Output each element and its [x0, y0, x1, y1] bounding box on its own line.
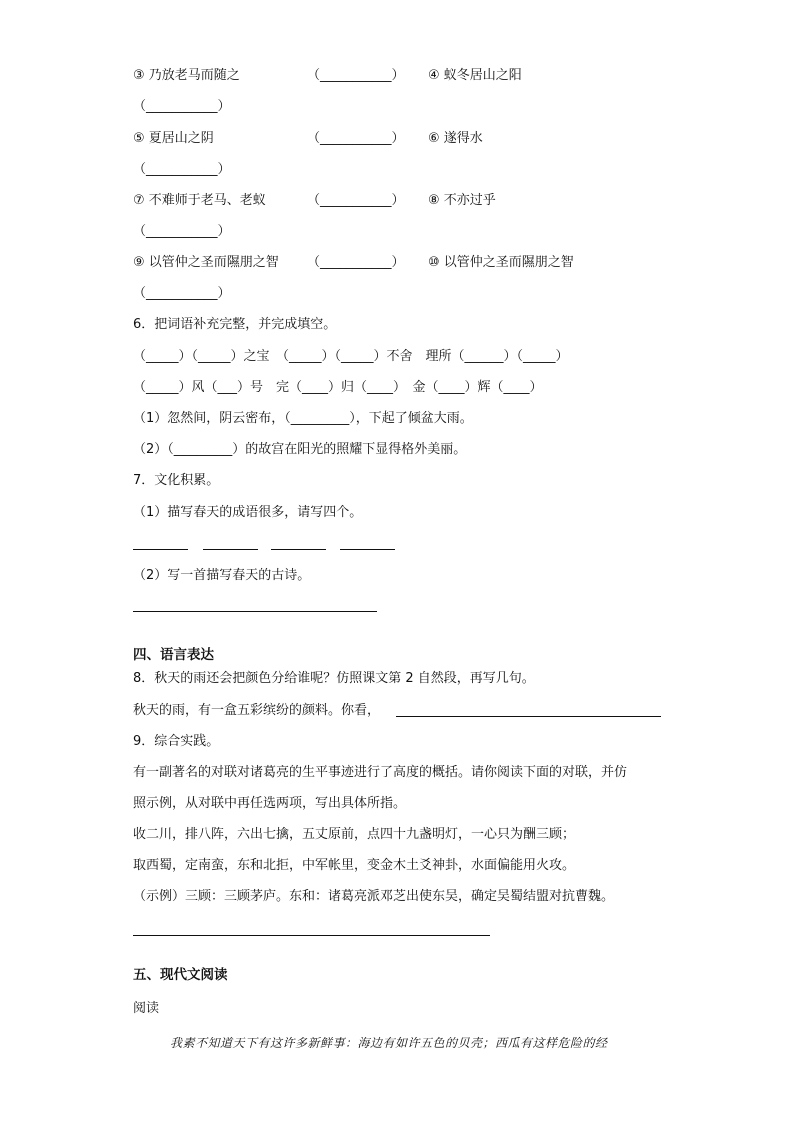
q8-answer-line[interactable] [396, 716, 661, 717]
q9-paragraph-2: 照示例，从对联中再任选两项，写出具体所指。 [133, 796, 407, 811]
q5-blank-4[interactable]: （___________） [133, 99, 231, 114]
q7-title: 7．文化积累。 [133, 473, 220, 488]
idiom-answer-line-2[interactable] [203, 549, 258, 550]
q5-blank-10[interactable]: （___________） [133, 286, 231, 301]
idiom-answer-line-3[interactable] [271, 549, 326, 550]
passage-line: 我素不知道天下有这许多新鲜事：海边有如许五色的贝壳；西瓜有这样危险的经 [170, 1036, 608, 1050]
q8-prompt: 秋天的雨，有一盒五彩缤纷的颜料。你看， [133, 703, 381, 718]
q7-sentence-1: （1）描写春天的成语很多，请写四个。 [133, 505, 363, 520]
q5-blank-7[interactable]: （___________） [307, 193, 405, 208]
read-label: 阅读 [133, 1001, 160, 1016]
q5-blank-3[interactable]: （___________） [307, 68, 405, 83]
q9-example: （示例）三顾：三顾茅庐。东和：诸葛亮派邓芝出使东吴，确定吴蜀结盟对抗曹魏。 [133, 889, 615, 904]
q6-sentence-1[interactable]: （1）忽然间，阴云密布，（_________），下起了倾盆大雨。 [133, 411, 473, 426]
q7-sentence-2: （2）写一首描写春天的古诗。 [133, 568, 311, 583]
idiom-answer-line-4[interactable] [340, 549, 395, 550]
poem-answer-line[interactable] [133, 611, 377, 612]
q6-sentence-2[interactable]: （2）（_________）的故宫在阳光的照耀下显得格外美丽。 [133, 442, 467, 457]
q5-item-8: ⑧ 不亦过乎 [428, 193, 496, 208]
q5-item-4: ④ 蚁冬居山之阳 [428, 68, 522, 83]
q5-blank-5[interactable]: （___________） [307, 131, 405, 146]
q9-title: 9．综合实践。 [133, 734, 220, 749]
q6-row-1[interactable]: （_____）（_____）之宝 （_____）（_____）不舍 理所（______）（_____） [133, 349, 569, 364]
q9-paragraph-1: 有一副著名的对联对诸葛亮的生平事迹进行了高度的概括。请你阅读下面的对联，并仿 [133, 765, 628, 780]
q5-item-7: ⑦ 不难师于老马、老蚁 [133, 193, 266, 208]
q5-item-5: ⑤ 夏居山之阴 [133, 131, 214, 146]
q5-item-3: ③ 乃放老马而随之 [133, 68, 240, 83]
q8-title: 8．秋天的雨还会把颜色分给谁呢？仿照课文第 2 自然段，再写几句。 [133, 671, 535, 686]
section-5-heading: 五、现代文阅读 [133, 967, 228, 983]
q5-item-10: ⑩ 以管仲之圣而隰朋之智 [428, 255, 574, 270]
q9-answer-line[interactable] [133, 935, 490, 936]
q6-title: 6．把词语补充完整，并完成填空。 [133, 317, 337, 332]
section-4-heading: 四、语言表达 [133, 647, 214, 663]
q6-row-2[interactable]: （_____）风（___）号 完（____）归（____） 金（____）辉（____） [133, 380, 543, 395]
couplet-line-2: 取西蜀，定南蛮，东和北拒，中军帐里，变金木土爻神卦，水面偏能用火攻。 [133, 858, 576, 873]
q5-blank-6[interactable]: （___________） [133, 162, 231, 177]
q5-item-9: ⑨ 以管仲之圣而隰朋之智 [133, 255, 279, 270]
q5-blank-8[interactable]: （___________） [133, 224, 231, 239]
q5-item-6: ⑥ 遂得水 [428, 131, 483, 146]
couplet-line-1: 收二川，排八阵，六出七擒，五丈原前，点四十九盏明灯，一心只为酬三顾； [133, 827, 576, 842]
q5-blank-9[interactable]: （___________） [307, 255, 405, 270]
idiom-answer-line-1[interactable] [133, 549, 188, 550]
